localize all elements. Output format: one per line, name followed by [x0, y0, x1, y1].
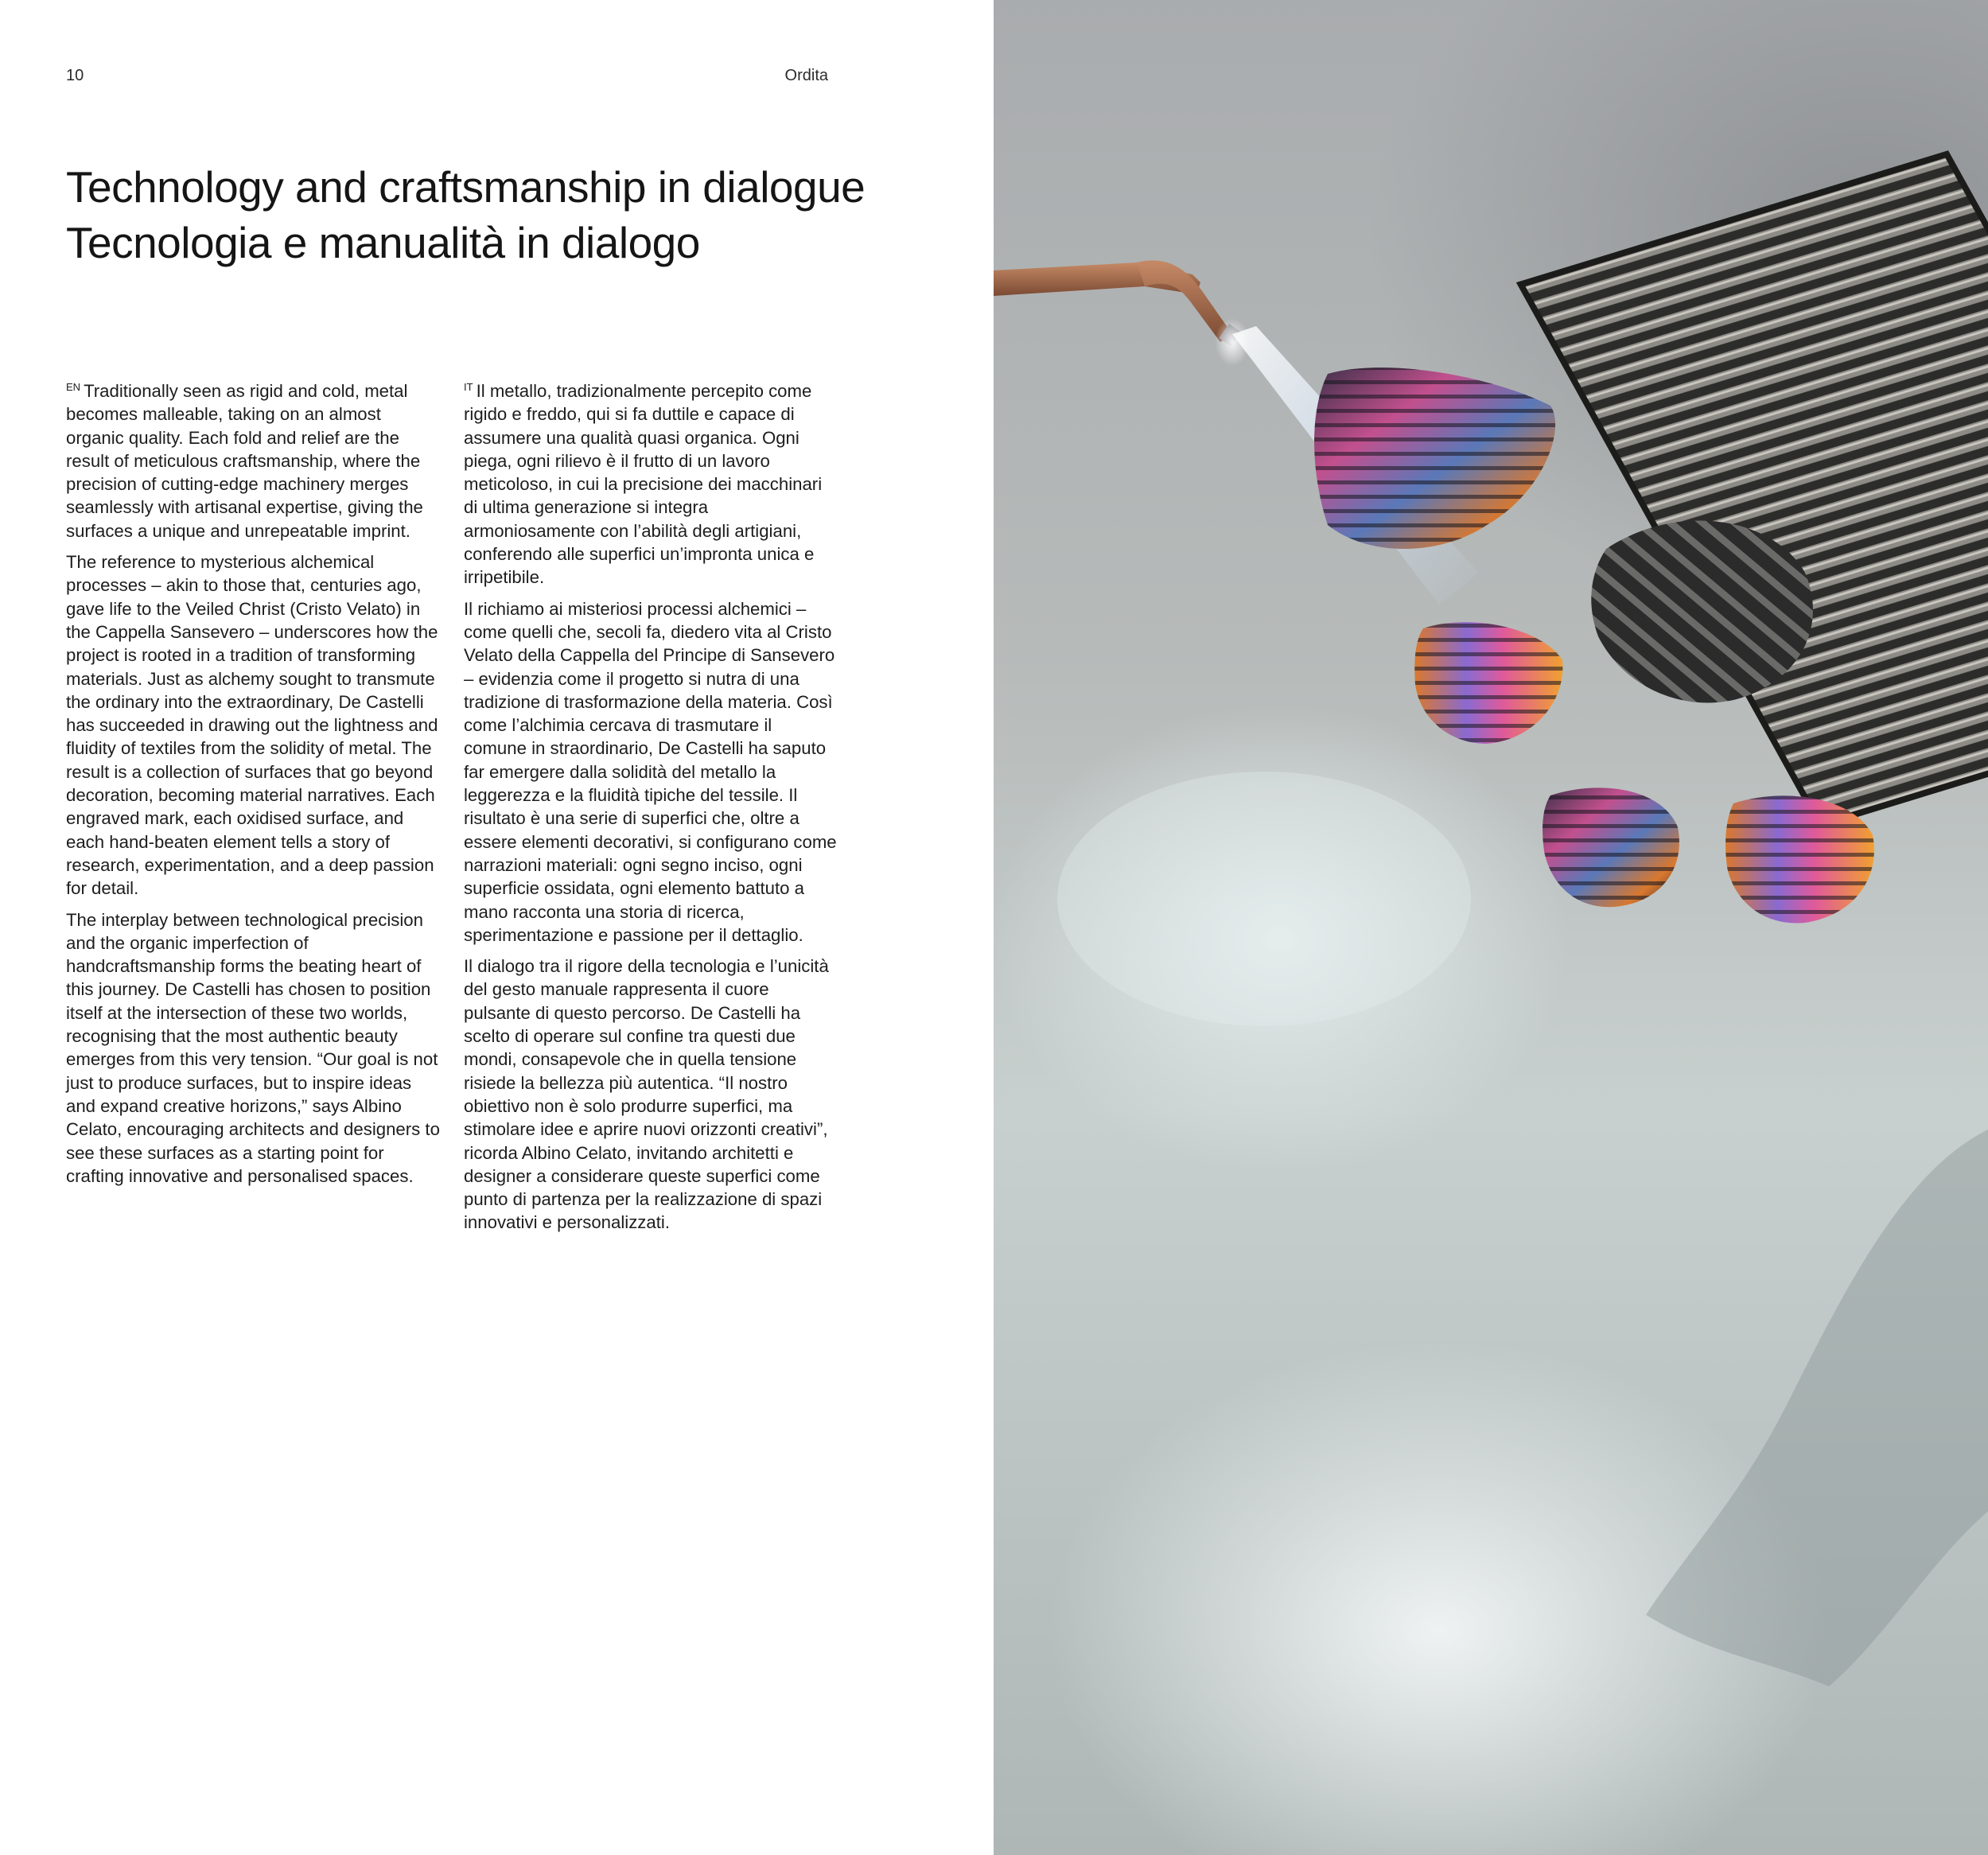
- paragraph: The interplay between technological precision and the organic imperfection of handcraftsmanship forms the beating heart of this journey. De Castelli has chosen to position itself at the intersection of these two worlds, recognising that the most authentic beauty emerges from this very tension. “Our goal is not just to produce surfaces, but to inspire ideas and expand creative horizons,” says Albino Celato, encouraging architects and designers to see these surfaces as a starting point for crafting innovative and personalised spaces.: [66, 909, 440, 1186]
- paragraph: $^{EN}$ Traditionally seen as rigid and cold, metal becomes malleable, taking on an almost organic quality. Each fold and relief are the result of meticulous craftsmanship, where the precision of cutting-edge machinery merges seamlessly with artisanal expertise, giving the surfaces a unique and unrepeatable imprint.: [66, 381, 423, 541]
- sample-ribbing: [1414, 622, 1562, 744]
- product-photo: [994, 0, 1988, 1855]
- title-italian: Tecnologia e manualità in dialogo: [66, 218, 700, 267]
- shadow-shape: [1646, 1130, 1988, 1686]
- ribbed-plate: [1521, 154, 1988, 825]
- paragraph: $^{IT}$ Il metallo, tradizionalmente percepito come rigido e freddo, qui si fa duttile e capace di assumere una qualità quasi organica. Ogni piega, ogni rilievo è il frutto di un lavoro meticoloso, in cui la precisione dei macchinari di ultima generazione si integra armoniosamente con l’abilità degli artigiani, conferendo alle superfici un’impronta unica e irripetibile.: [464, 381, 823, 588]
- italian-column: [464, 375, 838, 1242]
- page-number: 10: [66, 67, 84, 84]
- light-reflection: [1057, 772, 1471, 1026]
- paragraph: The reference to mysterious alchemical processes – akin to those that, centuries ago, gave life to the Veiled Christ (Cristo Velato) in the Cappella Sansevero – underscores how the project is rooted in a tradition of transforming materials. Just as alchemy sought to transmute the ordinary into the extraordinary, De Castelli has succeeded in drawing out the lightness and fluidity of textiles from the solidity of metal. The result is a collection of surfaces that go beyond decoration, becoming material narratives. Each engraved mark, each oxidised surface, and each hand-beaten element tells a story of research, experimentation, and a deep passion for detail.: [66, 552, 438, 899]
- running-head: Ordita: [784, 67, 828, 84]
- dark-striped-sample: [1591, 520, 1813, 702]
- language-label: IT: [464, 381, 473, 393]
- sample-ribbing: [1543, 788, 1679, 907]
- language-label: EN: [66, 381, 81, 393]
- sample-ribbing: [1725, 795, 1874, 923]
- paragraph: Il richiamo ai misteriosi processi alchemici – come quelli che, secoli fa, diedero vita al Cristo Velato della Cappella del Principe di Sansevero – evidenzia come il progetto si nutra di una tradizione di trasformazione della materia. Così come l’alchimia cercava di trasmutare il comune in straordinario, De Castelli ha saputo far emergere dalla solidità del metallo la leggerezza e la fluidità tipiche del tessile. Il risultato è una serie di superfici che, oltre a essere elementi decorativi, si configurano come narrazioni materiali: ogni segno inciso, ogni superficie ossidata, ogni elemento battuto a mano racconta una storia di ricerca, sperimentazione e passione per il dettaglio.: [464, 598, 837, 945]
- page-title: [66, 159, 865, 270]
- paragraph: Il dialogo tra il rigore della tecnologia e l’unicità del gesto manuale rappresenta il cuore pulsante di questo percorso. De Castelli ha scelto di operare sul confine tra questi due mondi, consapevole che in quella tensione risiede la bellezza più autentica. “Il nostro obiettivo non è solo produrre superfici, ma stimolare idee e aprire nuovi orizzonti creativi”, ricorda Albino Celato, invitando architetti e designer a considerare queste superfici come punto di partenza per la realizzazione di spazi innovativi e personalizzati.: [464, 956, 829, 1233]
- english-column: [66, 375, 440, 1196]
- sample-ribbing: [1314, 368, 1555, 549]
- flame-core: [1215, 318, 1250, 366]
- title-english: Technology and craftsmanship in dialogue: [66, 162, 866, 212]
- photo-illustration: [994, 0, 1988, 1855]
